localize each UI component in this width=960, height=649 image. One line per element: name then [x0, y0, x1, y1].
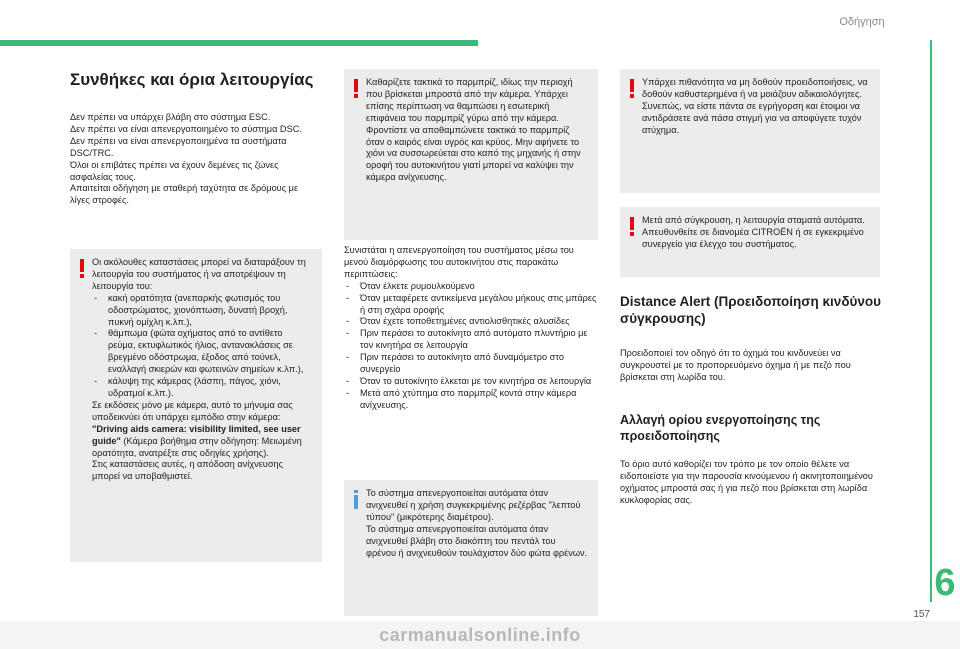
watermark: carmanualsonline.info	[0, 621, 960, 649]
list-item: - Πριν περάσει το αυτοκίνητο από δυναμόμετρο στο συνεργείο	[344, 352, 598, 376]
section-label: Οδήγηση	[839, 16, 885, 28]
camera-message-text: Σε εκδόσεις μόνο με κάμερα, αυτό το μήνυμα σας υποδεικνύει ότι υπάρχει εμπόδιο στην κάμερα: "Driving aids camera: visibility limited, see user guide" (Κάμερα βοήθημα στην οδήγηση: Μειωμένη ορατότητα, ανατρέξτε στις οδηγίες χρήσης).	[92, 399, 302, 458]
deactivation-list	[344, 281, 598, 412]
info-icon	[352, 490, 360, 510]
camera-limitations-warning-box	[70, 249, 322, 562]
list-item: - κάλυψη της κάμερας (λάσπη, πάγος, χιόνι, υδρατμοί κ.λπ.).	[92, 376, 312, 400]
info-text-brake-fault: Το σύστημα απενεργοποιείται αυτόματα όταν ανιχνευθεί βλάβη στο διακόπτη του πεντάλ του φρένου ή ανιχνευθούν τουλάχιστον δύο φώτα φρένων.	[366, 523, 588, 558]
list-item: - Μετά από χτύπημα στο παρμπρίζ κοντά στην κάμερα ανίχνευσης.	[344, 388, 598, 412]
auto-deactivation-info-box	[344, 480, 598, 616]
conditions-paragraphs	[70, 112, 320, 207]
header-accent-bar	[0, 40, 478, 46]
warning-icon	[352, 79, 360, 99]
windscreen-cleaning-warning-box	[344, 69, 598, 240]
list-item: - Πριν περάσει το αυτοκίνητο από αυτόματο πλυντήριο με τον κινητήρα σε λειτουργία	[344, 328, 598, 352]
warning-icon	[628, 79, 636, 99]
condition-speed: Απαιτείται οδήγηση με σταθερή ταχύτητα σε δρόμους με λίγες στροφές.	[70, 183, 299, 206]
list-item: - Όταν έχετε τοποθετημένες αντιολισθητικές αλυσίδες	[344, 316, 598, 328]
condition-seatbelts: Όλοι οι επιβάτες πρέπει να έχουν δεμένες τις ζώνες ασφαλείας τους.	[70, 159, 279, 182]
page-title: Συνθήκες και όρια λειτουργίας	[70, 70, 314, 89]
reliability-warning-text: Υπάρχει πιθανότητα να μη δοθούν προειδοποιήσεις, να δοθούν καθυστερημένα ή να μοιάζουν αδικαιολόγητες. Συνεπώς, να είστε πάντα σε εγρήγορση και έτοιμοι να αντιδράσετε ανά πάσα στιγμή για να αποφύγετε τυχόν ατύχημα.	[642, 77, 868, 135]
conditions-list	[92, 293, 312, 400]
list-item: - Όταν μεταφέρετε αντικείμενα μεγάλου μήκους στις μπάρες ή στη σχάρα οροφής	[344, 293, 598, 317]
condition-esc: Δεν πρέπει να υπάρχει βλάβη στο σύστημα ESC.	[70, 112, 271, 122]
camera-message-bold: "Driving aids camera: visibility limited, see user guide"	[92, 423, 301, 446]
distance-alert-description: Προειδοποιεί τον οδηγό ότι το όχημά του κινδυνεύει να συγκρουστεί με το προπορευόμενο όχημα ή με πεζό που βρίσκεται στη λωρίδα του.	[620, 348, 851, 382]
threshold-heading: Αλλαγή ορίου ενεργοποίησης της προειδοποίησης	[620, 413, 821, 443]
distance-alert-heading: Distance Alert (Προειδοποίηση κινδύνου σύγκρουσης)	[620, 294, 881, 326]
side-accent-rule	[930, 40, 932, 602]
deactivation-recommendations	[344, 245, 598, 412]
list-item: - κακή ορατότητα (ανεπαρκής φωτισμός του οδοστρώματος, χιονόπτωση, δυνατή βροχή, πυκνή ομίχλη κ.λπ.),	[92, 293, 312, 329]
warning-icon	[628, 217, 636, 237]
condition-dsc-trc: Δεν πρέπει να είναι απενεργοποιημένα τα συστήματα DSC/TRC.	[70, 135, 287, 158]
condition-dsc: Δεν πρέπει να είναι απενεργοποιημένο το σύστημα DSC.	[70, 123, 302, 134]
deactivation-intro: Συνιστάται η απενεργοποίηση του συστήματος μέσω του μενού διαμόρφωσης του αυτοκινήτου στις παρακάτω περιπτώσεις:	[344, 245, 574, 279]
threshold-description: Το όριο αυτό καθορίζει τον τρόπο με τον οποίο θέλετε να ειδοποιείστε για την παρουσία κινούμενου ή ακινητοποιημένου οχήματος μπροστά σας ή για πεζό που βρίσκεται στη λωρίδα κυκλοφορίας σας.	[620, 459, 873, 505]
alerts-reliability-warning-box	[620, 69, 880, 193]
list-item: - θάμπωμα (φώτα οχήματος από το αντίθετο ρεύμα, εκτυφλωτικός ήλιος, αντανακλάσεις σε βρεγμένο οδόστρωμα, έξοδος από τούνελ, εναλλαγή σκιερών και φωτεινών σημείων κ.λπ.),	[92, 328, 312, 376]
warning-closing: Στις καταστάσεις αυτές, η απόδοση ανίχνευσης μπορεί να υποβαθμιστεί.	[92, 459, 284, 482]
list-item: - Όταν έλκετε ρυμουλκούμενο	[344, 281, 598, 293]
windscreen-warning-text: Καθαρίζετε τακτικά το παρμπρίζ, ιδίως την περιοχή που βρίσκεται μπροστά από την κάμερα. Υπάρχει επίσης περίπτωση να θαμπώσει η εσωτερική επιφάνεια του παρμπρίζ γύρω από την κάμερα. Φροντίστε να αποθαμπώνετε τακτικά το παρμπρίζ όταν ο καιρός είναι υγρός και κρύος. Μην αφήνετε το χιόνι να συσσωρεύεται στο καπό της μηχανής ή στην οροφή του αυτοκινήτου γιατί μπορεί να καλύψει την κάμερα ανίχνευσης.	[366, 77, 581, 183]
collision-warning-text: Μετά από σύγκρουση, η λειτουργία σταματά αυτόματα. Απευθυνθείτε σε διανομέα CITROËN ή σε εγκεκριμένο συνεργείο για έλεγχο του συστήματος.	[642, 215, 865, 249]
list-item: - Όταν το αυτοκίνητο έλκεται με τον κινητήρα σε λειτουργία	[344, 376, 598, 388]
collision-stop-warning-box	[620, 207, 880, 277]
page-number: 157	[913, 609, 930, 620]
chapter-number: 6	[934, 562, 956, 604]
info-text-spare-wheel: Το σύστημα απενεργοποιείται αυτόματα όταν ανιχνευθεί η χρήση συγκεκριμένης ρεζέρβας "λεπτού τύπου" (μικρότερης διαμέτρου).	[366, 488, 581, 522]
warning-icon	[78, 259, 86, 279]
warning-intro: Οι ακόλουθες καταστάσεις μπορεί να διαταράξουν τη λειτουργία του συστήματος ή να αποτρέψουν τη λειτουργία του:	[92, 257, 306, 291]
